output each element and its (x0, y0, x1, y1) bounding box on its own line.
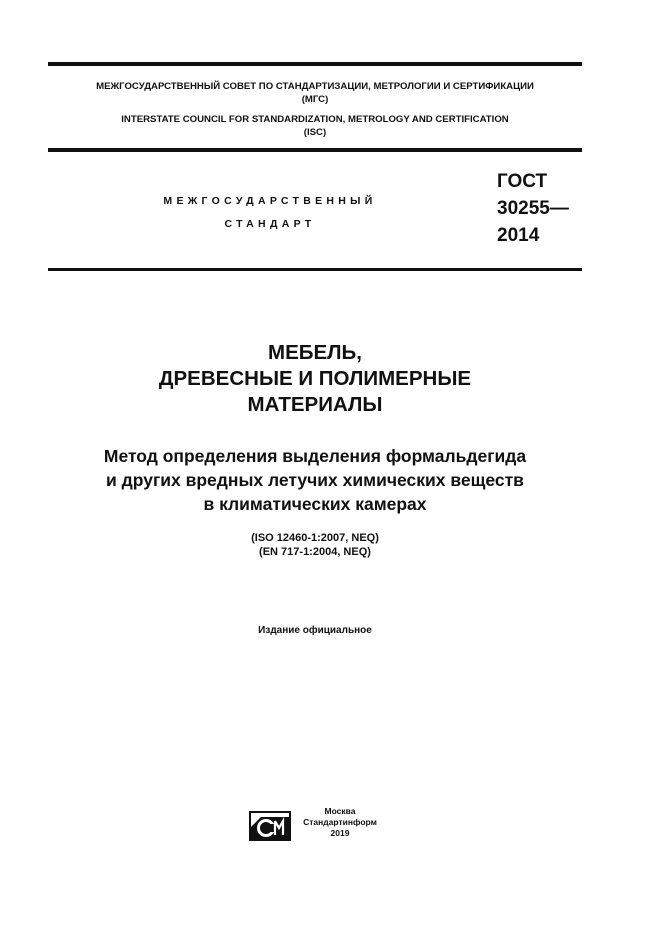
standard-designation (497, 168, 569, 249)
reference-en: (EN 717-1:2004, NEQ) (259, 546, 371, 558)
standard-type-line2: СТАНДАРТ (224, 218, 316, 230)
council-name-en (48, 113, 582, 139)
publisher-name: Стандартинформ (303, 817, 377, 827)
standard-type-label (120, 190, 420, 236)
designation-year: 2014 (497, 225, 540, 246)
council-name-ru-line: МЕЖГОСУДАРСТВЕННЫЙ СОВЕТ ПО СТАНДАРТИЗАЦИИ, МЕТРОЛОГИИ И СЕРТИФИКАЦИИ (96, 81, 534, 92)
standard-type-line1: МЕЖГОСУДАРСТВЕННЫЙ (163, 195, 377, 207)
council-name-ru (48, 80, 582, 106)
reference-iso: (ISO 12460-1:2007, NEQ) (251, 532, 379, 544)
council-abbr-ru: (МГС) (301, 94, 329, 105)
title-line1: МЕБЕЛЬ, (268, 341, 362, 364)
edition-label: Издание официальное (258, 625, 372, 636)
publisher-imprint (300, 806, 380, 839)
title-line3: МАТЕРИАЛЫ (247, 393, 383, 416)
subtitle-line3: в климатических камерах (203, 494, 427, 514)
subtitle-line2: и других вредных летучих химических веществ (106, 470, 524, 490)
publication-year: 2019 (330, 828, 350, 838)
designation-prefix: ГОСТ (497, 171, 548, 192)
subtitle-line1: Метод определения выделения формальдегида (103, 446, 527, 466)
international-references (40, 531, 590, 559)
standartinform-logo-icon (249, 811, 291, 841)
document-title (40, 340, 590, 418)
title-line2: ДРЕВЕСНЫЕ И ПОЛИМЕРНЫЕ (158, 367, 472, 390)
designation-number: 30255— (497, 198, 569, 219)
council-abbr-en: (ISC) (303, 127, 327, 138)
council-name-en-line: INTERSTATE COUNCIL FOR STANDARDIZATION, METROLOGY AND CERTIFICATION (121, 114, 509, 125)
header-rule (48, 148, 582, 152)
top-rule (48, 62, 582, 66)
publisher-city: Москва (324, 806, 356, 816)
designation-rule (48, 268, 582, 271)
document-subtitle (40, 444, 590, 516)
